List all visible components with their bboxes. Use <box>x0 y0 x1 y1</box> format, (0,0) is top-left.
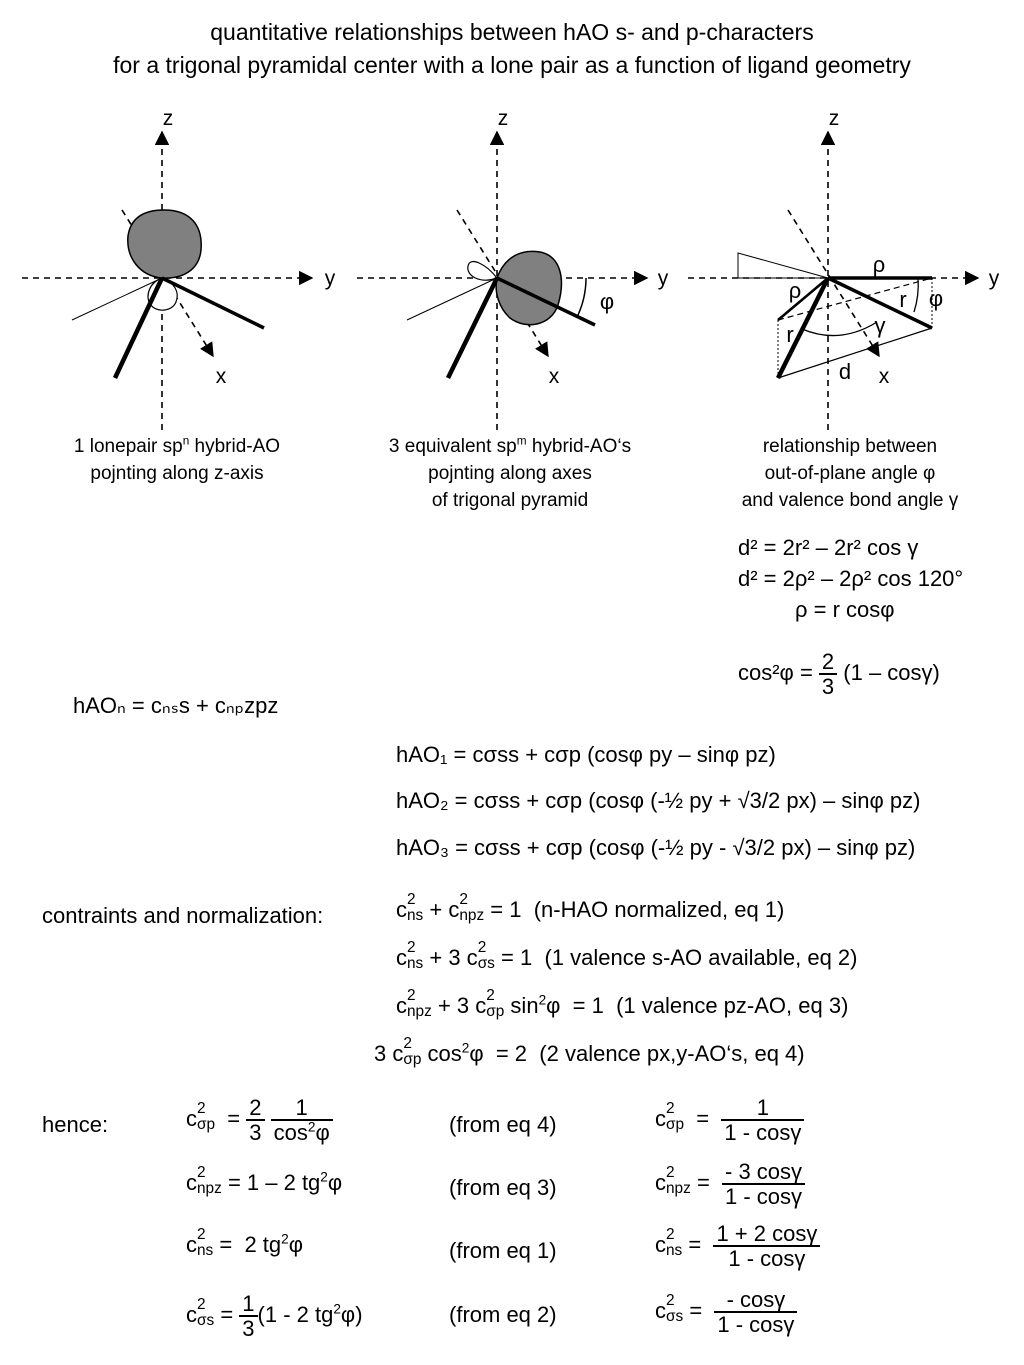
hence-label: hence: <box>42 1112 109 1137</box>
rho-label-left: ρ <box>788 278 802 303</box>
z-label-2: z <box>497 107 509 130</box>
geometry-eq-1: d² = 2r² – 2r² cos γ <box>738 535 919 560</box>
geometry-eq-3: ρ = r cosφ <box>795 597 895 622</box>
x-label-3: x <box>878 365 890 388</box>
x-label-1: x <box>215 365 227 388</box>
lonepair-lobe <box>128 210 201 278</box>
constraints-label: contraints and normalization: <box>42 903 324 928</box>
bond-2c <box>407 278 497 320</box>
y-label-1: y <box>324 267 336 290</box>
geometry-eq-4: cos²φ = $\frac{2}{3}$ (1 – cosγ) <box>738 649 940 700</box>
hence-lhs-1: c 2 σp = $\frac{2}{3}$ $\frac{1}{\cos^2\varphi}$ <box>186 1096 333 1144</box>
z-label-1: z <box>162 107 174 130</box>
hao-3-equation: hAO₃ = cσss + cσp (cosφ (-½ py - √3/2 px) – sinφ pz) <box>396 835 916 860</box>
bond-1b <box>162 278 264 328</box>
z-label-3: z <box>828 107 840 130</box>
diagram-hybrid-aos <box>357 107 669 430</box>
hence-rhs-4: c 2 σs = $\frac{- \cos\gamma}{1 - \cos\gamma}$ <box>655 1288 797 1336</box>
bond-1a <box>115 278 162 378</box>
constraint-eq-2: c 2 ns + 3 c 2 σs = 1 (1 valence s-AO available, eq 2) <box>396 939 858 973</box>
hence-lhs-4: c 2 σs = $\frac{1}{3}$ (1 - 2 $tg^2\varphi$) <box>186 1291 363 1342</box>
rho-label-right: ρ <box>872 252 886 277</box>
gamma-label: γ <box>874 313 886 338</box>
phi-label-2: φ <box>599 289 615 314</box>
caption-3: relationship between out-of-plane angle φ and valence bond angle γ <box>741 436 959 511</box>
constraint-eq-4: 3 c 2 σp $\cos^2\varphi = 2$ (2 valence px,y-AO‘s, eq 4) <box>374 1035 805 1069</box>
diagram-lonepair <box>22 107 336 430</box>
title-line-1: quantitative relationships between hAO s- and p-characters <box>210 19 814 45</box>
from-eq-1: (from eq 1) <box>449 1238 557 1263</box>
caption-1: 1 lonepair $sp^n$ hybrid-AO pojnting along z-axis <box>73 434 281 484</box>
r-label-right: r <box>899 287 907 312</box>
x-label-2: x <box>548 365 560 388</box>
hence-rhs-1: c 2 σp = $\frac{1}{1 - \cos\gamma}$ <box>655 1096 804 1144</box>
from-eq-3: (from eq 3) <box>449 1175 557 1200</box>
r-label-left: r <box>786 322 794 347</box>
y-label-3: y <box>988 267 1000 290</box>
back-triangle <box>738 253 828 278</box>
geometry-eq-2: d² = 2ρ² – 2ρ² cos 120° <box>738 566 964 591</box>
bond-2a <box>448 278 497 378</box>
hence-lhs-2: c 2 npz = 1 – 2 $tg^2\varphi$ <box>186 1164 343 1198</box>
y-label-2: y <box>657 267 669 290</box>
hence-lhs-3: c 2 ns = 2 $tg^2\varphi$ <box>186 1226 303 1260</box>
orbital-diagrams <box>0 95 1024 435</box>
hence-rhs-3: c 2 ns = $\frac{1 + 2 \cos\gamma}{1 - \cos\gamma}$ <box>655 1222 820 1270</box>
phi-arc-2 <box>578 278 586 315</box>
hence-rhs-2: c 2 npz = $\frac{- 3 \cos\gamma}{1 - \cos\gamma}$ <box>655 1160 805 1208</box>
hao-2-equation: hAO₂ = cσss + cσp (cosφ (-½ py + √3/2 px) – sinφ pz) <box>396 788 921 813</box>
from-eq-4: (from eq 4) <box>449 1112 557 1137</box>
constraint-eq-3: c 2 npz + 3 c 2 σp $\sin^2\varphi = 1$ (1 valence pz-AO, eq 3) <box>396 987 849 1021</box>
constraint-eq-1: c 2 ns + c 2 npz = 1 (n-HAO normalized, eq 1) <box>396 891 785 925</box>
caption-2: 3 equivalent $sp^m$ hybrid-AO‘s pojnting along axes of trigonal pyramid <box>388 434 632 511</box>
diagram-angle-relationship <box>688 107 1000 430</box>
hao-n-equation: hAOₙ = cₙₛs + cₙₚzpz <box>73 693 279 718</box>
hao-1-equation: hAO₁ = cσss + cσp (cosφ py – sinφ pz) <box>396 742 776 767</box>
d-label: d <box>838 359 852 384</box>
phi-label-3: φ <box>928 286 944 311</box>
title-line-2: for a trigonal pyramidal center with a lone pair as a function of ligand geometry <box>113 52 911 78</box>
from-eq-2: (from eq 2) <box>449 1302 557 1327</box>
hybrid-lobe <box>496 251 561 324</box>
